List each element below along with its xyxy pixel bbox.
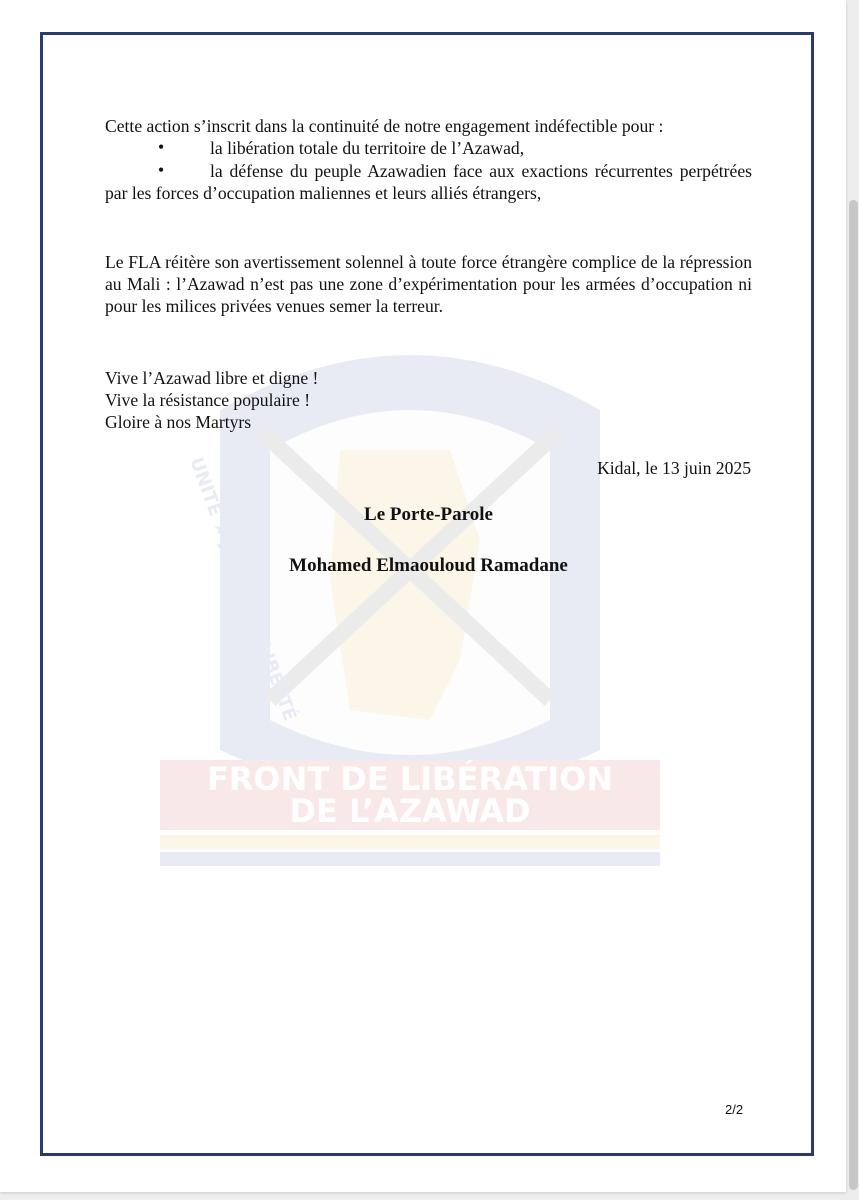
emblem-title-line1: FRONT DE LIBÉRATION [206, 760, 614, 798]
bullet-item-2: la défense du peuple Azawadien face aux exactions récurrentes perpétrées par les forces d’occupation maliennes et leurs alliés étrangers, [105, 161, 752, 203]
slogan-2: Vive la résistance populaire ! [105, 390, 311, 410]
warning-paragraph: Le FLA réitère son avertissement solennel à toute force étrangère complice de la répression au Mali : l’Azawad n’est pas une zone d’expérimentation pour les armées d’occupation ni pour les milices privées venues semer la terreur. [105, 252, 752, 316]
signatory-name: Mohamed Elmaouloud Ramadane [289, 555, 568, 576]
bullet-marker-2: • [158, 160, 165, 180]
intro-paragraph: Cette action s’inscrit dans la continuité de notre engagement indéfectible pour : [105, 116, 664, 136]
emblem-title-line2: DE L’AZAWAD [289, 792, 531, 830]
vertical-scrollbar[interactable] [849, 200, 858, 1190]
bullet-item-1: la libération totale du territoire de l’Azawad, [210, 138, 525, 158]
slogan-3: Gloire à nos Martyrs [105, 412, 252, 432]
emblem-motto: UNITÉ ★ JUSTICE ★ LIBERTÉ [185, 454, 301, 724]
bullet-marker-1: • [158, 137, 165, 157]
place-date: Kidal, le 13 juin 2025 [597, 458, 751, 478]
signatory-title: Le Porte-Parole [364, 504, 493, 525]
page-number: 2/2 [725, 1102, 744, 1117]
slogan-1: Vive l’Azawad libre et digne ! [105, 368, 319, 388]
